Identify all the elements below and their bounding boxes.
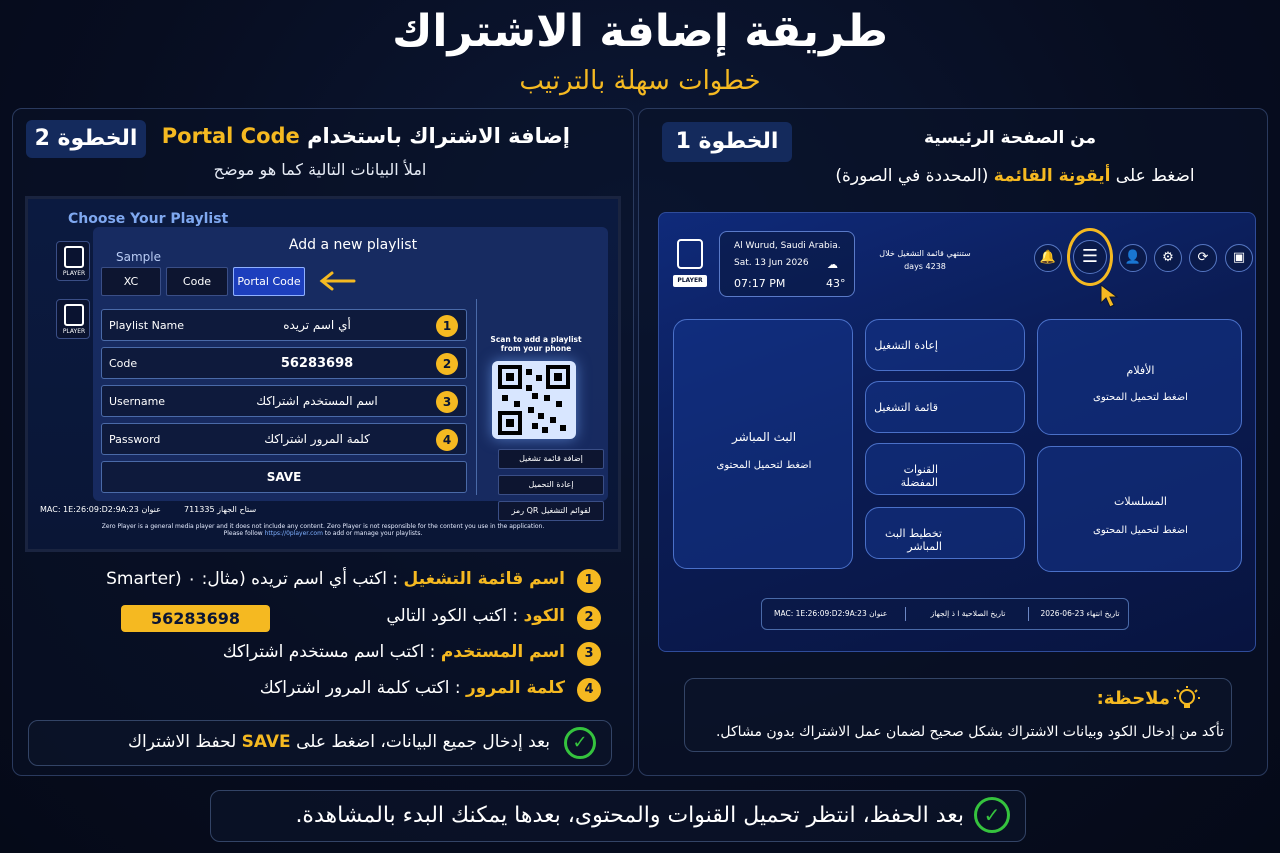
lightbulb-icon <box>1172 684 1202 714</box>
code-field[interactable] <box>101 347 467 379</box>
info-mac: MAC: 1E:26:09:D2:9A:23 عنوان <box>774 609 888 618</box>
qr-code <box>492 361 576 439</box>
tile-subtitle: اضغط لتحميل المحتوى <box>1093 392 1188 403</box>
save-note-a: بعد إدخال جميع البيانات، اضغط على <box>290 732 550 752</box>
arrow-left-icon <box>316 269 356 293</box>
tile-subtitle: اضغط لتحميل المحتوى <box>1093 525 1188 536</box>
number-badge: 2 <box>436 353 458 375</box>
step1-description <box>820 166 1210 186</box>
save-note-highlight: SAVE <box>241 732 291 752</box>
step-2-text <box>290 606 565 626</box>
step1-desc-highlight: أيقونة القائمة <box>993 166 1111 186</box>
dialog-title: Add a new playlist <box>288 237 418 253</box>
step-number: 4 <box>577 678 601 702</box>
step-instruction: : اكتب كلمة المرور اشتراكك <box>259 678 461 698</box>
temperature: 43° <box>826 277 846 290</box>
step-label: الكود <box>523 606 565 626</box>
tab-xc[interactable]: XC <box>101 267 161 296</box>
number-badge: 1 <box>436 315 458 337</box>
step-number: 2 <box>577 606 601 630</box>
check-icon: ✓ <box>974 797 1010 833</box>
step-3-text <box>150 642 565 662</box>
playlist-logo-1[interactable] <box>56 241 90 281</box>
tab-code[interactable]: Code <box>166 267 228 296</box>
username-field[interactable] <box>101 385 467 417</box>
item-label: إعادة التشغيل <box>874 339 938 352</box>
divider <box>476 299 477 495</box>
qr-caption-line-1: Scan to add a playlist <box>490 335 582 344</box>
footer-line-2-b: to add or manage your playlists. <box>322 530 423 537</box>
mac-address: MAC: 1E:26:09:D2:9A:23 عنوان <box>40 505 161 514</box>
epg-item[interactable] <box>865 507 1025 559</box>
step-label: اسم المستخدم <box>440 642 565 662</box>
step-number: 3 <box>577 642 601 666</box>
info-validity: تاريخ الصلاحية ا ذ إلجهاز <box>930 609 1006 618</box>
footer-line-1: Zero Player is a general media player and it does not include any content. Zero Player is not responsible for the content you use in the application. <box>101 523 545 530</box>
logo-text: PLAYER <box>62 270 86 277</box>
step2-description: املأ البيانات التالية كما هو موضح <box>213 160 427 179</box>
logo-icon <box>64 304 84 326</box>
step-1-text <box>70 569 565 589</box>
cloud-icon: ☁ <box>827 258 838 271</box>
tab-portal-code[interactable]: Portal Code <box>233 267 305 296</box>
step-instruction: : اكتب أي اسم تريده (مثال: ٠ (Smarter <box>106 569 399 589</box>
logo-text: PLAYER <box>62 328 86 335</box>
logo-icon <box>677 239 703 269</box>
field-value: اسم المستخدم اشتراكك <box>256 394 378 408</box>
app-screen <box>658 212 1256 652</box>
step1-desc-c: (المحددة في الصورة) <box>835 166 994 186</box>
user-icon[interactable]: 👤 <box>1119 244 1147 272</box>
movies-tile[interactable] <box>1037 319 1242 435</box>
expiry-line-1: ستنتهي قائمة التشغيل خلال <box>879 249 971 258</box>
footer-line-2-a: Please follow <box>223 530 265 537</box>
footer-text: بعد الحفظ، انتظر تحميل القنوات والمحتوى، بعدها يمكنك البدء بالمشاهدة. <box>295 803 964 828</box>
field-label: Password <box>109 433 161 446</box>
location: Al Wurud, Saudi Arabia. <box>734 241 841 251</box>
weather-card <box>719 231 855 297</box>
divider <box>905 607 906 621</box>
note-text: تأكد من إدخال الكود وبيانات الاشتراك بشكل صحيح لضمان عمل الاشتراك بدون مشاكل. <box>715 724 1224 740</box>
item-label: تخطيط البث المباشر <box>885 527 942 553</box>
add-playlist-button[interactable]: إضافة قائمة تشغيل <box>498 449 604 469</box>
logo-icon <box>64 246 84 268</box>
favorites-item[interactable] <box>865 443 1025 495</box>
number-badge: 4 <box>436 429 458 451</box>
number-badge: 3 <box>436 391 458 413</box>
step1-desc-a: اضغط على <box>1110 166 1195 186</box>
device-info-bar <box>761 598 1129 630</box>
step2-badge: الخطوة 2 <box>26 120 146 158</box>
qr-code-icon <box>492 361 576 439</box>
tile-title: المسلسلات <box>1114 495 1167 508</box>
check-icon: ✓ <box>564 727 596 759</box>
save-note-text <box>40 732 550 752</box>
logo-text: PLAYER <box>673 275 707 287</box>
app-logo <box>675 235 705 291</box>
gear-icon[interactable]: ⚙ <box>1154 244 1182 272</box>
item-label: القنوات المفضلة <box>900 463 938 489</box>
save-note-c: لحفظ الاشتراك <box>128 732 242 752</box>
replay-item[interactable] <box>865 319 1025 371</box>
footer-link[interactable]: https://0player.com <box>264 530 323 537</box>
playlist-logo-2[interactable] <box>56 299 90 339</box>
expiry-line-2: 4238 days <box>904 262 946 271</box>
page-subtitle: خطوات سهلة بالترتيب <box>519 66 761 96</box>
field-label: Playlist Name <box>109 319 185 332</box>
field-label: Code <box>109 357 138 370</box>
step-label: اسم قائمة التشغيل <box>403 569 565 589</box>
step1-title: من الصفحة الرئيسية <box>923 128 1097 148</box>
step-label: كلمة المرور <box>466 678 565 698</box>
password-field[interactable] <box>101 423 467 455</box>
field-value: أي اسم تريده <box>283 318 351 332</box>
page-title: طريقة إضافة الاشتراك <box>392 6 888 57</box>
field-value: كلمة المرور اشتراكك <box>264 432 370 446</box>
step-number: 1 <box>577 569 601 593</box>
clipboard-icon[interactable]: ▣ <box>1225 244 1253 272</box>
qr-caption-line-2: from your phone <box>500 344 572 353</box>
refresh-icon[interactable]: ⟳ <box>1189 244 1217 272</box>
series-tile[interactable] <box>1037 446 1242 572</box>
tile-title: البث المباشر <box>731 430 797 444</box>
playlist-name-field[interactable] <box>101 309 467 341</box>
tv-screen <box>25 196 621 552</box>
step-4-text <box>150 678 565 698</box>
item-label: قائمة التشغيل <box>874 401 938 414</box>
screen-footer <box>28 523 618 537</box>
step2-title <box>161 124 570 148</box>
live-tv-tile[interactable] <box>673 319 853 569</box>
step2-title-highlight: Portal Code <box>161 124 300 148</box>
tile-title: الأفلام <box>1126 364 1155 377</box>
field-value: 56283698 <box>280 356 354 371</box>
date: Sat. 13 Jun 2026 <box>734 258 809 268</box>
screen-header: Choose Your Playlist <box>68 211 229 227</box>
info-expiry: تاريخ انتهاء 23-06-2026 <box>1040 609 1120 618</box>
qr-playlists-button[interactable]: لقوائم التشغيل QR رمز <box>498 501 604 521</box>
save-button[interactable]: SAVE <box>101 461 467 493</box>
field-label: Username <box>109 395 166 408</box>
tile-subtitle: اضغط لتحميل المحتوى <box>716 460 812 471</box>
code-highlight: 56283698 <box>121 605 270 632</box>
expiry-info <box>863 249 987 271</box>
divider <box>1028 607 1029 621</box>
step-instruction: : اكتب الكود التالي <box>386 606 519 626</box>
note-title: ملاحظة: <box>1096 688 1170 709</box>
menu-icon[interactable]: ☰ <box>1073 240 1107 274</box>
bell-icon[interactable]: 🔔 <box>1034 244 1062 272</box>
step-instruction: : اكتب اسم مستخدم اشتراكك <box>222 642 436 662</box>
step2-title-prefix: إضافة الاشتراك باستخدام <box>307 124 570 148</box>
playlist-item[interactable] <box>865 381 1025 433</box>
sample-label: Sample <box>116 250 161 264</box>
reload-button[interactable]: إعادة التحميل <box>498 475 604 495</box>
qr-caption <box>486 335 586 353</box>
cursor-icon <box>1099 283 1123 309</box>
footer-line-2 <box>28 530 618 537</box>
device-id: 711335 ستاح الجهاز <box>184 505 257 514</box>
step1-badge: الخطوة 1 <box>662 122 792 162</box>
time: 07:17 PM <box>734 277 786 290</box>
